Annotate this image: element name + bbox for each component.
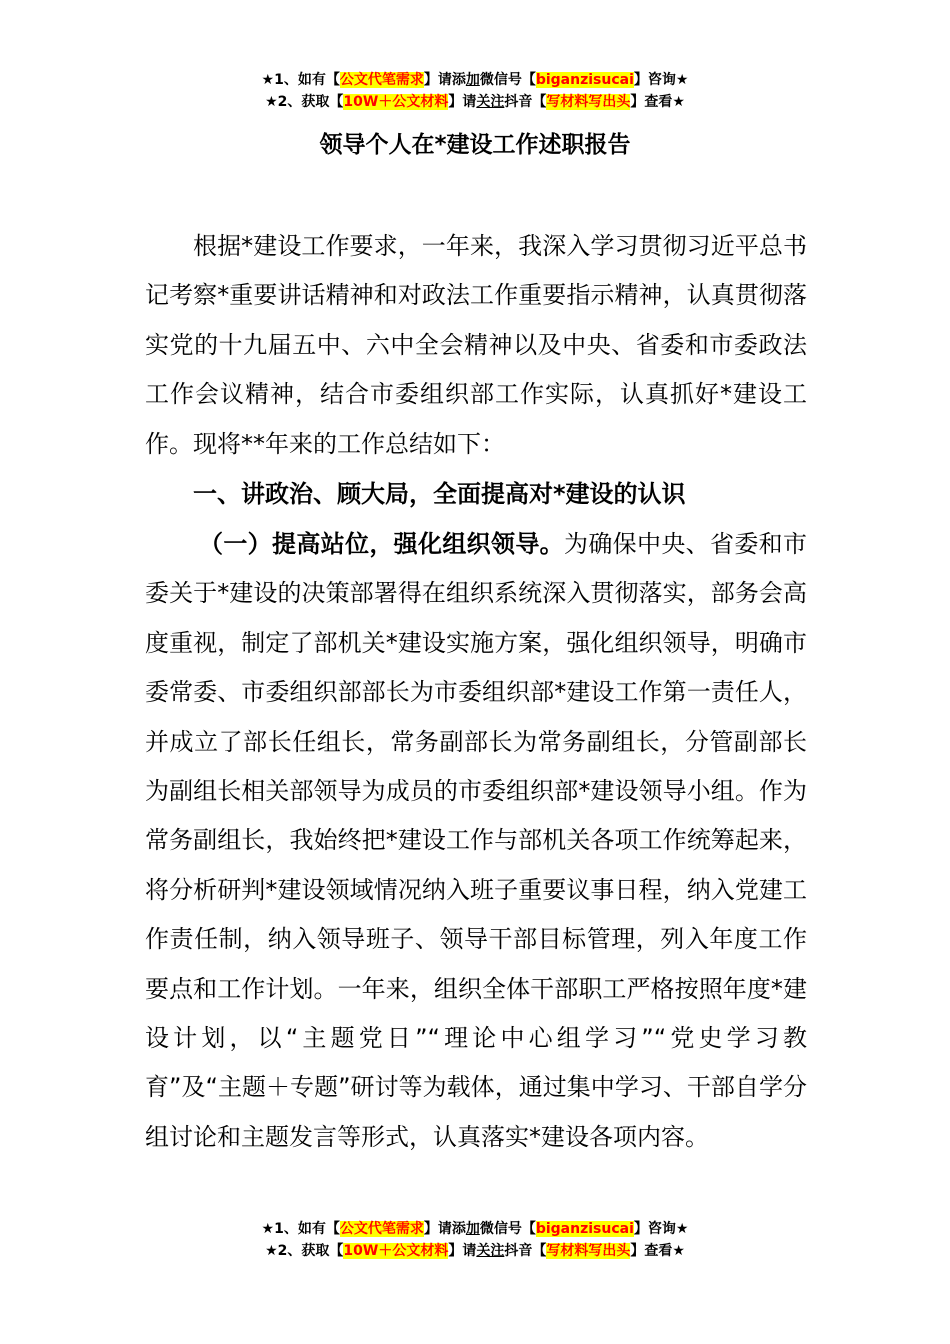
banner-line-1: ★1、如有【公文代笔需求】请添加微信号【biganzisucai】咨询★ [261,72,689,88]
highlight-douyin-account: 写材料写出头 [546,94,631,110]
footer-banner [0,1219,950,1263]
footer-highlight-douyin-account: 写材料写出头 [546,1243,631,1259]
footer-highlight-wechat-id: biganzisucai [535,1221,634,1237]
document-title: 领导个人在*建设工作述职报告 [319,132,631,158]
footer-highlight-materials: 10W＋公文材料 [343,1243,449,1259]
section-heading-1: 一、讲政治、顾大局，全面提高对*建设的认识 [193,480,686,508]
banner-line-2: ★2、获取【10W＋公文材料】请关注抖音【写材料写出头】查看★ [265,94,685,110]
footer-highlight-writing-service: 公文代笔需求 [339,1221,424,1237]
footer-line-2: ★2、获取【10W＋公文材料】请关注抖音【写材料写出头】查看★ [265,1243,685,1259]
subsection-body: 为确保中央、省委和市委关于*建设的决策部署得在组织系统深入贯彻落实，部务会高度重视，制定了部机关*建设实施方案，强化组织领导，明确市委常委、市委组织部部长为市委组织部*建设工作第一责任人，并成立了部长任组长，常务副部长为常务副组长，分管副部长为副组长相关部领导为成员的市委组织部*建设领导小组。作为常务副组长，我始终把*建设工作与部机关各项工作统筹起来，将分析研判*建设领域情况纳入班子重要议事日程，纳入党建工作责任制，纳入领导班子、领导干部目标管理，列入年度工作要点和工作计划。一年来，组织全体干部职工严格按照年度*建设计划，以“主题党日”“理论中心组学习”“党史学习教育”及“主题＋专题”研讨等为载体，通过集中学习、干部自学分组讨论和主题发言等形式，认真落实*建设各项内容。 [145,530,807,1151]
footer-line-1: ★1、如有【公文代笔需求】请添加微信号【biganzisucai】咨询★ [261,1221,689,1237]
subsection-paragraph-1 [145,520,807,1162]
highlight-writing-service: 公文代笔需求 [339,72,424,88]
highlight-materials: 10W＋公文材料 [343,94,449,110]
subsection-lead: （一）提高站位，强化组织领导。 [199,530,564,558]
header-banner [0,70,950,114]
highlight-wechat-id: biganzisucai [535,72,634,88]
intro-paragraph: 根据*建设工作要求，一年来，我深入学习贯彻习近平总书记考察*重要讲话精神和对政法工作重要指示精神，认真贯彻落实党的十九届五中、六中全会精神以及中央、省委和市委政法工作会议精神，结合市委组织部工作实际，认真抓好*建设工作。现将**年来的工作总结如下： [145,232,807,458]
